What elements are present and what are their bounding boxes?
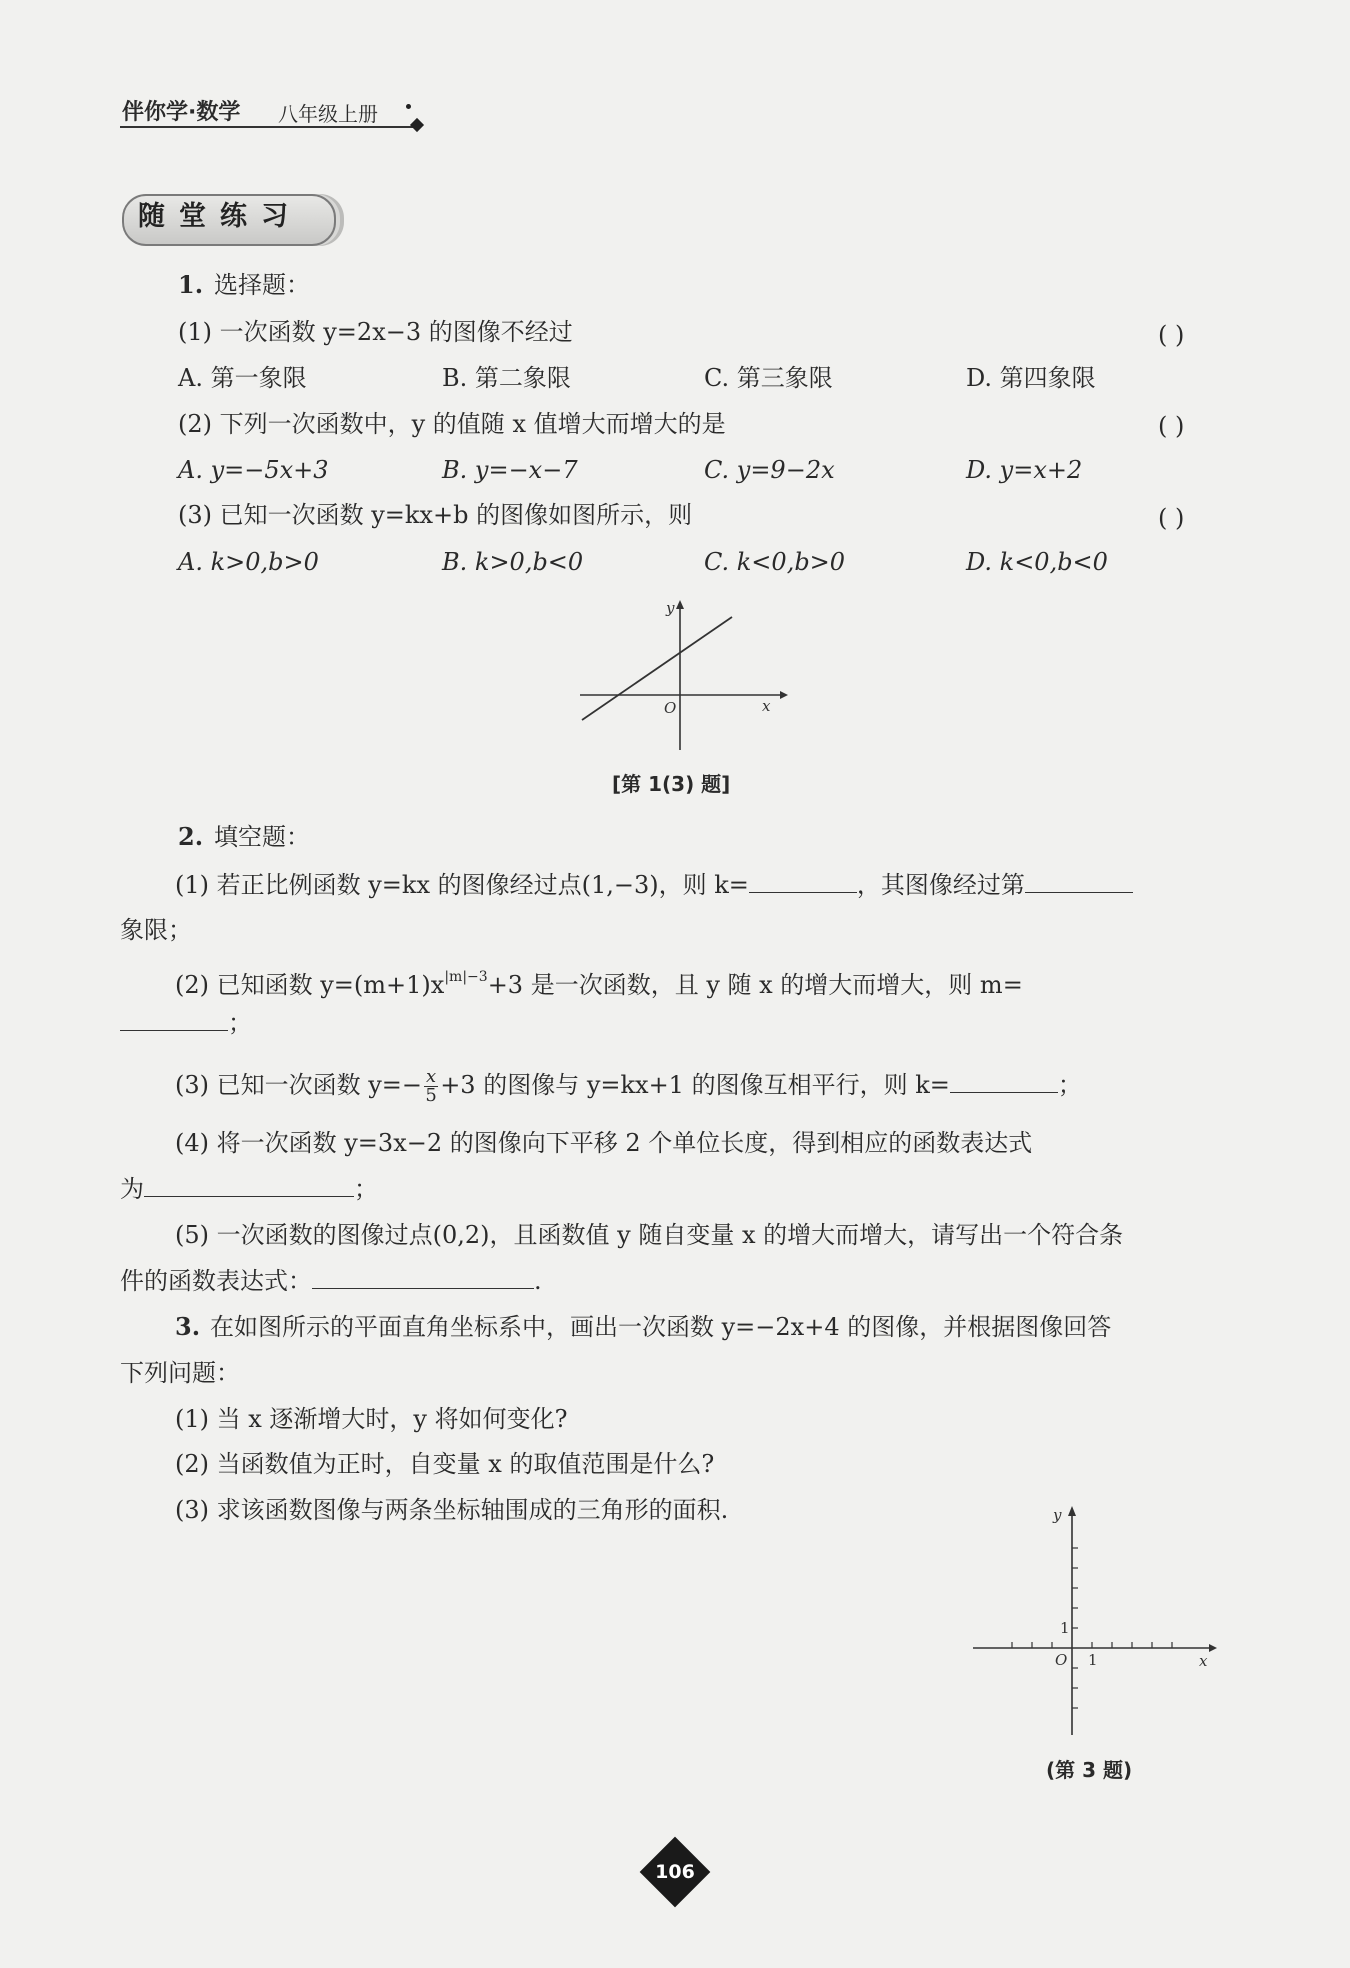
q2-5-end: . (534, 1267, 542, 1295)
q2-2-end: ； (228, 1009, 252, 1037)
q3-sub-3: (3) 求该函数图像与两条坐标轴围成的三角形的面积. (175, 1496, 729, 1524)
q2-1-line (175, 870, 1133, 900)
q2-title: 填空题： (214, 823, 310, 851)
fig3-origin-label: O (1055, 1651, 1068, 1669)
q1-3-stem: (3) 已知一次函数 y=kx+b 的图像如图所示，则 (178, 501, 693, 529)
q1-3-paren: ( ) (1158, 504, 1185, 532)
fig3-x-one-label: 1 (1088, 1651, 1098, 1669)
q1-1-paren: ( ) (1158, 321, 1185, 349)
q3-line-1: 在如图所示的平面直角坐标系中，画出一次函数 y=−2x+4 的图像，并根据图像回答 (210, 1313, 1112, 1341)
q2-3-end: ； (1057, 1071, 1082, 1099)
q1-3-option-d: D. k<0,b<0 (966, 548, 1108, 576)
q2-1-text-b: ，其图像经过第 (856, 871, 1025, 899)
q1-3-option-b: B. k>0,b<0 (442, 548, 584, 576)
header-dot (406, 104, 411, 109)
figure-1-3-graph (570, 595, 790, 755)
q1-2-option-b: B. y=−x−7 (442, 456, 578, 484)
q2-3-denominator: 5 (425, 1085, 437, 1106)
q2-number: 2. (178, 822, 204, 851)
q1-title: 选择题： (214, 271, 310, 299)
q1-2-option-c: C. y=9−2x (704, 456, 835, 484)
q2-4-blank-expression[interactable] (144, 1174, 354, 1197)
q2-3-text-b: +3 的图像与 y=kx+1 的图像互相平行，则 k= (440, 1071, 950, 1099)
q2-5-continuation (120, 1266, 542, 1296)
q2-1-continuation: 象限； (120, 916, 192, 944)
q1-number: 1. (178, 270, 204, 299)
q1-1-stem: (1) 一次函数 y=2x−3 的图像不经过 (178, 318, 573, 346)
q2-4-end: ； (354, 1175, 378, 1203)
q2-4-text-a: (4) 将一次函数 y=3x−2 的图像向下平移 2 个单位长度，得到相应的函数表达式 (175, 1129, 1033, 1157)
q3-sub-1: (1) 当 x 逐渐增大时，y 将如何变化? (175, 1405, 568, 1433)
q1-2-option-d: D. y=x+2 (966, 456, 1083, 484)
q2-4-text-b: 为 (120, 1175, 144, 1203)
header-diamond (410, 118, 424, 132)
q2-2-exponent: |m|−3 (444, 969, 488, 985)
q1-2-paren: ( ) (1158, 412, 1185, 440)
fig1-y-label: y (666, 599, 675, 617)
q2-5-text-a: (5) 一次函数的图像过点(0,2)，且函数值 y 随自变量 x 的增大而增大，请写出一个符合条 (175, 1221, 1124, 1249)
page-number: 106 (655, 1861, 695, 1883)
q1-1-option-c: C. 第三象限 (704, 364, 833, 392)
q2-2-text-b: +3 是一次函数，且 y 随 x 的增大而增大，则 m= (487, 971, 1023, 999)
q2-1-blank-quadrant[interactable] (1025, 870, 1133, 893)
q1-1-option-b: B. 第二象限 (442, 364, 571, 392)
q2-2-text-a: (2) 已知函数 y=(m+1)x (175, 971, 445, 999)
q2-3-fraction (424, 1068, 438, 1105)
fig3-y-one-label: 1 (1060, 1619, 1070, 1637)
fig1-origin-label: O (664, 699, 677, 717)
q2-3-line (175, 1068, 1082, 1105)
figure-3-caption: (第 3 题) (1046, 1758, 1133, 1782)
q3-line-2: 下列问题： (120, 1359, 240, 1387)
q1-1-option-a: A. 第一象限 (178, 364, 307, 392)
q2-1-blank-k[interactable] (749, 870, 857, 893)
q1-3-option-c: C. k<0,b>0 (704, 548, 846, 576)
q1-1-option-d: D. 第四象限 (966, 364, 1096, 392)
fig3-y-label: y (1053, 1506, 1062, 1524)
header-rule (120, 126, 420, 128)
q2-3-blank-k[interactable] (950, 1070, 1058, 1093)
book-title: 伴你学·数学 (122, 100, 241, 125)
q1-3-option-a: A. k>0,b>0 (178, 548, 319, 576)
grade-label: 八年级上册 (278, 102, 378, 126)
fig3-x-label: x (1199, 1652, 1208, 1670)
fig1-x-label: x (762, 697, 771, 715)
q2-4-continuation (120, 1174, 378, 1204)
q2-5-blank-expression[interactable] (312, 1266, 534, 1289)
q1-2-stem: (2) 下列一次函数中，y 的值随 x 值增大而增大的是 (178, 410, 726, 438)
q2-2-blank-m[interactable] (120, 1008, 228, 1031)
q2-3-text-a: (3) 已知一次函数 y=− (175, 1071, 423, 1099)
q2-3-numerator: x (426, 1066, 437, 1087)
q2-2-line (175, 962, 1023, 1000)
q1-2-option-a: A. y=−5x+3 (178, 456, 329, 484)
q2-2-continuation (120, 1008, 252, 1038)
figure-1-3-caption: [第 1(3) 题] (612, 772, 731, 796)
q2-1-text-a: (1) 若正比例函数 y=kx 的图像经过点(1,−3)，则 k= (175, 871, 749, 899)
q3-sub-2: (2) 当函数值为正时，自变量 x 的取值范围是什么? (175, 1450, 715, 1478)
q3-number: 3. (175, 1312, 201, 1341)
q2-5-text-b: 件的函数表达式： (120, 1267, 312, 1295)
section-title: 随堂练习 (138, 201, 302, 232)
figure-3-axes (965, 1500, 1225, 1745)
